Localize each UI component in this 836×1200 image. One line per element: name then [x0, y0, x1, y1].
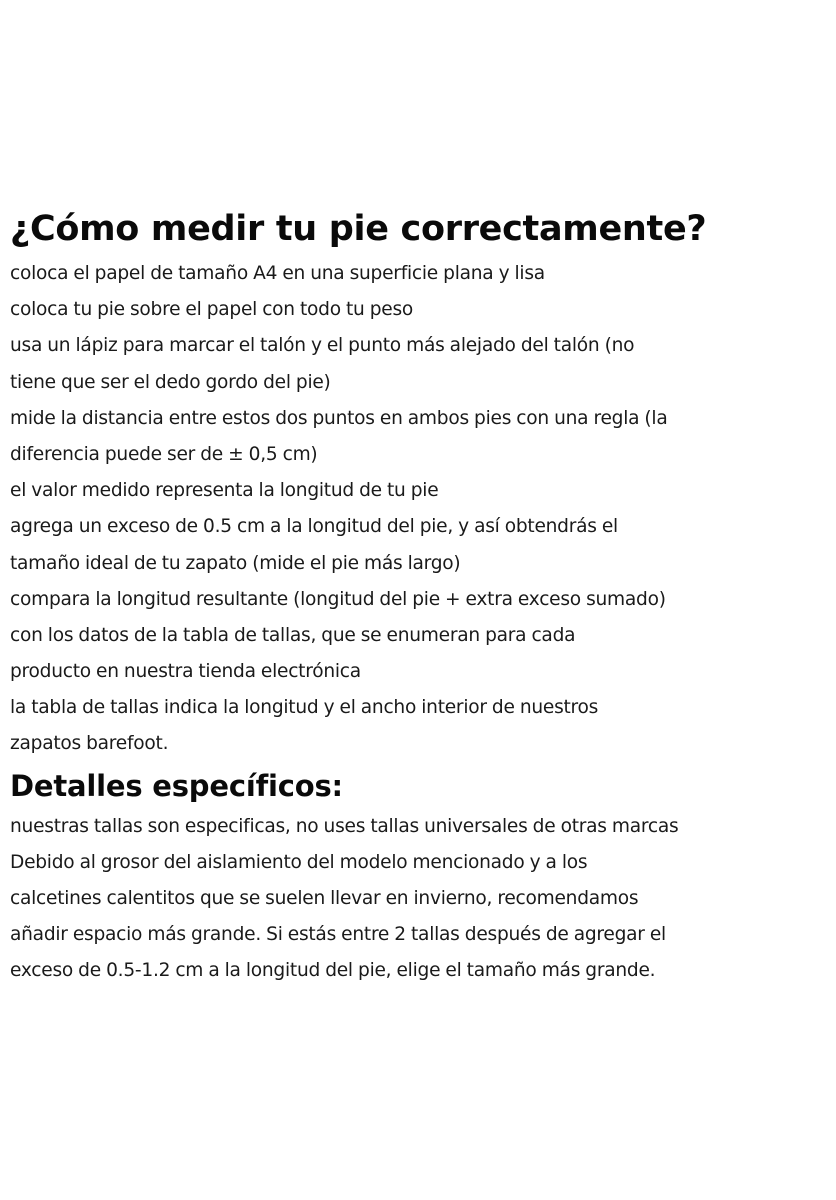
section-title: Detalles específicos:	[10, 768, 343, 803]
text-line: el valor medido representa la longitud de tu pie	[10, 480, 439, 502]
instruction-lines	[10, 256, 830, 763]
text-line: exceso de 0.5-1.2 cm a la longitud del pie, elige el tamaño más grande.	[10, 960, 656, 982]
text-line: la tabla de tallas indica la longitud y el ancho interior de nuestros	[10, 697, 599, 719]
text-line: diferencia puede ser de ± 0,5 cm)	[10, 443, 318, 465]
text-line: coloca el papel de tamaño A4 en una superficie plana y lisa	[10, 263, 545, 284]
text-line: mide la distancia entre estos dos puntos en ambos pies con una regla (la	[10, 407, 668, 429]
specific-details-section	[10, 763, 830, 990]
text-line: agrega un exceso de 0.5 cm a la longitud del pie, y así obtendrás el	[10, 516, 618, 538]
text-line: nuestras tallas son especificas, no uses tallas universales de otras marcas	[10, 815, 679, 837]
text-line: tamaño ideal de tu zapato (mide el pie más largo)	[10, 552, 461, 574]
detail-lines	[10, 809, 830, 990]
text-line: compara la longitud resultante (longitud del pie + extra exceso sumado)	[10, 588, 666, 610]
text-line: tiene que ser el dedo gordo del pie)	[10, 371, 331, 393]
page-title: ¿Cómo medir tu pie correctamente?	[10, 209, 707, 249]
document	[10, 200, 830, 990]
text-line: producto en nuestra tienda electrónica	[10, 661, 361, 683]
text-line: añadir espacio más grande. Si estás entre 2 tallas después de agregar el	[10, 924, 666, 946]
text-line: usa un lápiz para marcar el talón y el punto más alejado del talón (no	[10, 335, 635, 357]
text-line: calcetines calentitos que se suelen llevar en invierno, recomendamos	[10, 888, 639, 909]
text-line: coloca tu pie sobre el papel con todo tu peso	[10, 299, 414, 321]
text-line: con los datos de la tabla de tallas, que se enumeran para cada	[10, 624, 576, 646]
measure-instructions-section	[10, 200, 830, 763]
text-line: Debido al grosor del aislamiento del modelo mencionado y a los	[10, 851, 588, 873]
text-line: zapatos barefoot.	[10, 733, 169, 755]
